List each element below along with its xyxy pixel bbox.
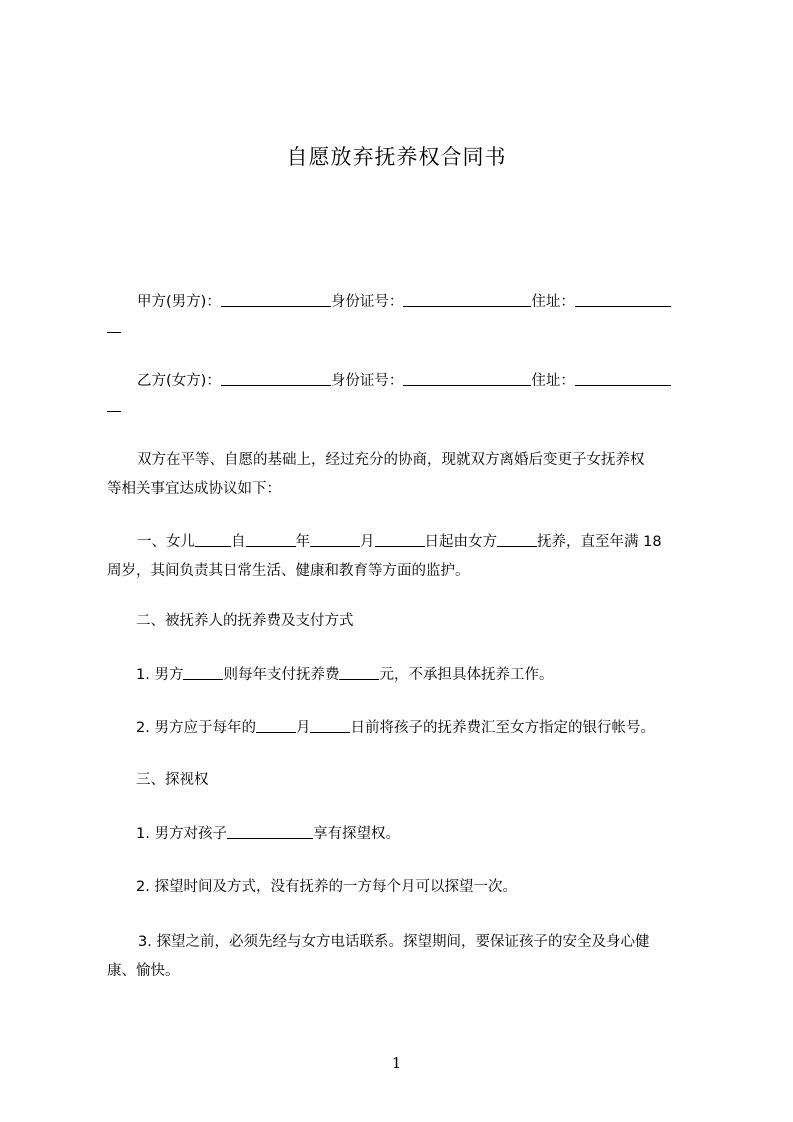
document-title: 自愿放弃抚养权合同书 bbox=[286, 145, 507, 169]
clause3-item-1 bbox=[136, 818, 732, 850]
party-b-addr-label: 住址： bbox=[531, 373, 575, 389]
intro-line-2: 等相关事宜达成协议如下： bbox=[107, 481, 281, 497]
clause3-heading: 三、探视权 bbox=[136, 772, 209, 788]
year-blank bbox=[246, 529, 296, 547]
clause2-item-1 bbox=[136, 659, 732, 691]
day-blank bbox=[375, 529, 425, 547]
clause3-item-3-line-2: 康、愉快。 bbox=[107, 963, 180, 979]
father-name-blank bbox=[183, 662, 223, 680]
party-b-label: 乙方(女方)： bbox=[137, 373, 221, 389]
party-b-addr-blank bbox=[575, 368, 671, 386]
payment-month-blank bbox=[256, 715, 296, 733]
party-a-addr-label: 住址： bbox=[531, 294, 575, 310]
party-a-id-blank bbox=[403, 289, 531, 307]
clause1-part-year: 年 bbox=[295, 534, 310, 550]
clause3-item1-part-b: 享有探望权。 bbox=[312, 826, 400, 842]
party-a-addr-blank bbox=[575, 289, 671, 307]
party-b-line bbox=[107, 365, 703, 397]
party-b-addr-continuation bbox=[107, 397, 703, 412]
clause2-item1-part-a: 1. 男方 bbox=[136, 667, 184, 683]
clause1-part-raise: 抚养，直至年满 18 bbox=[537, 534, 662, 550]
party-a-name-blank bbox=[221, 289, 331, 307]
daughter-name-blank bbox=[195, 529, 231, 547]
clause2-item2-part-c: 日前将孩子的抚养费汇至女方指定的银行帐号。 bbox=[350, 720, 655, 736]
clause2-item-2 bbox=[136, 712, 732, 744]
party-a-addr-continuation bbox=[107, 318, 703, 333]
clause1-line-1 bbox=[107, 526, 703, 558]
payment-day-blank bbox=[310, 715, 350, 733]
clause2-item2-part-a: 2. 男方应于每年的 bbox=[136, 720, 256, 736]
clause3-item-2: 2. 探望时间及方式，没有抚养的一方每个月可以探望一次。 bbox=[136, 879, 517, 895]
clause2-item1-part-b: 则每年支付抚养费 bbox=[223, 667, 340, 683]
party-a-line bbox=[107, 286, 703, 318]
party-b-id-blank bbox=[403, 368, 531, 386]
clause1-line-2: 周岁，其间负责其日常生活、健康和教育等方面的监护。 bbox=[107, 563, 470, 579]
party-a-label: 甲方(男方)： bbox=[137, 294, 221, 310]
party-a-id-label: 身份证号： bbox=[330, 294, 404, 310]
clause2-item2-part-b: 月 bbox=[295, 720, 311, 736]
page-number: 1 bbox=[391, 1054, 402, 1072]
clause1-part-daughter: 一、女儿 bbox=[137, 534, 195, 550]
clause1-part-from: 自 bbox=[231, 534, 246, 550]
child-name-blank bbox=[227, 821, 313, 839]
party-b-name-blank bbox=[221, 368, 331, 386]
clause3-item1-part-a: 1. 男方对孩子 bbox=[136, 826, 227, 842]
party-a-addr-blank-tail bbox=[107, 332, 121, 333]
clause1-part-month: 月 bbox=[360, 534, 375, 550]
support-amount-blank bbox=[339, 662, 379, 680]
mother-name-blank bbox=[497, 529, 537, 547]
party-b-id-label: 身份证号： bbox=[330, 373, 404, 389]
clause3-item-3-line-1: 3. 探望之前，必须先经与女方电话联系。探望期间，要保证孩子的安全及身心健 bbox=[138, 934, 650, 950]
month-blank bbox=[310, 529, 360, 547]
clause2-heading: 二、被抚养人的抚养费及支付方式 bbox=[136, 613, 354, 629]
intro-line-1: 双方在平等、自愿的基础上，经过充分的协商，现就双方离婚后变更子女抚养权 bbox=[137, 452, 645, 468]
clause2-item1-part-c: 元，不承担具体抚养工作。 bbox=[379, 667, 554, 683]
clause1-part-day: 日起由女方 bbox=[424, 534, 497, 550]
party-b-addr-blank-tail bbox=[107, 411, 121, 412]
